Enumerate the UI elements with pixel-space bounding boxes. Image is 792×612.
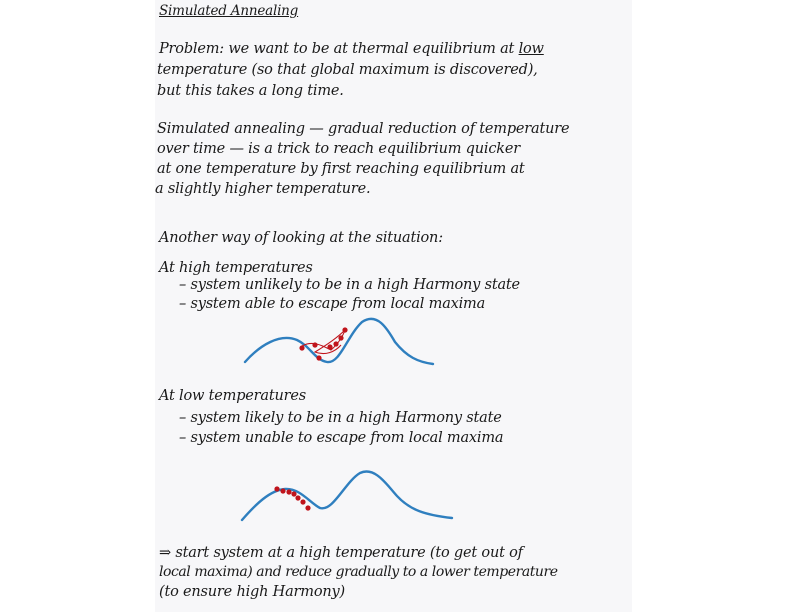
state-dot (295, 495, 300, 500)
state-dot (342, 327, 347, 332)
high-temp-heading: At high temperatures (159, 260, 313, 276)
conclusion-line-3: (to ensure high Harmony) (159, 584, 345, 600)
state-dot (286, 489, 291, 494)
low-temp-bullet-1: – system likely to be in a high Harmony state (179, 410, 502, 426)
low-temp-landscape-curve (242, 471, 452, 520)
state-dot (327, 344, 332, 349)
state-dot (333, 341, 338, 346)
handwritten-notes-page (155, 0, 632, 612)
energy-landscape-sketches (155, 0, 632, 612)
high-temp-bullet-1: – system unlikely to be in a high Harmony state (179, 277, 520, 293)
definition-line-4: a slightly higher temperature. (155, 181, 371, 197)
conclusion-line-1: ⇒ start system at a high temperature (to get out of (159, 545, 523, 561)
problem-line-3: but this takes a long time. (157, 83, 344, 99)
state-dot (299, 345, 304, 350)
problem-line-1-text: Problem: we want to be at thermal equilibrium at (159, 41, 519, 57)
notes-title: Simulated Annealing (159, 3, 299, 19)
state-dot (316, 355, 321, 360)
problem-line-2: temperature (so that global maximum is discovered), (157, 62, 538, 78)
another-way-heading: Another way of looking at the situation: (159, 230, 443, 246)
definition-line-1: Simulated annealing — gradual reduction of temperature (157, 121, 570, 137)
conclusion-line-2: local maxima) and reduce gradually to a lower temperature (159, 564, 558, 580)
state-dot (274, 486, 279, 491)
definition-line-3: at one temperature by first reaching equilibrium at (157, 161, 525, 177)
state-dot (312, 342, 317, 347)
state-dot (300, 499, 305, 504)
low-underlined-word: low (518, 41, 544, 57)
state-dot (291, 491, 296, 496)
low-temp-heading: At low temperatures (159, 388, 306, 404)
state-dot (305, 505, 310, 510)
state-dot (280, 488, 285, 493)
state-dot (338, 335, 343, 340)
low-temp-bullet-2: – system unable to escape from local maxima (179, 430, 504, 446)
definition-line-2: over time — is a trick to reach equilibrium quicker (157, 141, 520, 157)
high-temp-bullet-2: – system able to escape from local maxima (179, 296, 486, 312)
